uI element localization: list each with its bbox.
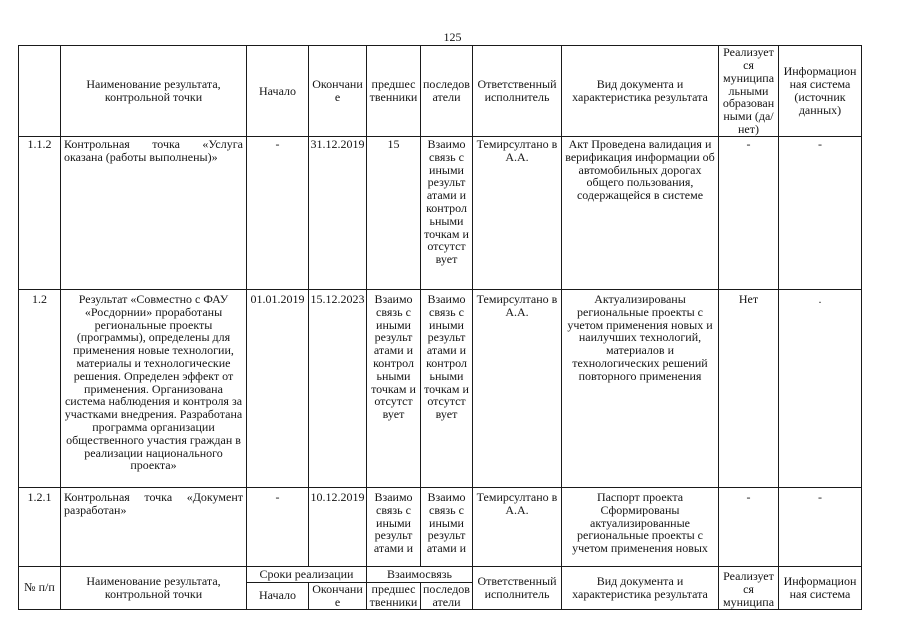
row-successors: Взаимо связь с иными результ атами и [421,488,473,567]
row-predecessors: Взаимо связь с иными результ атами и контрол ьными точкам и отсутст вует [367,290,421,488]
table-row [19,137,862,290]
repeat-header-predecessors-cell: предшес твенники [367,583,421,610]
header-municipal-cell: Реализует ся муниципа льными образован ными (да/нет) [719,46,779,137]
row-num: 1.1.2 [19,137,61,290]
repeat-header-document-cell: Вид документа и характеристика результата [562,567,719,610]
row-document: Актуализированы региональные проекты с учетом применения новых и наилучших технологий, материалов и технологических решений повторного применения [562,290,719,488]
repeat-header-row [19,567,862,583]
header-end-cell: Окончани е [309,46,367,137]
header-successors-cell: последов атели [421,46,473,137]
row-name-line: Контрольная точка «Услуга [64,137,243,151]
row-name-line: Контрольная точка «Документ [64,490,243,504]
results-table [18,45,862,610]
table-row [19,290,862,488]
row-name-line: разработан» [64,502,127,517]
table-row [19,488,862,567]
header-start-cell: Начало [247,46,309,137]
row-document: Акт Проведена валидация и верификация информации об автомобильных дорогах общего пользования, содержащейся в системе [562,137,719,290]
row-municipal: Нет [719,290,779,488]
row-predecessors: 15 [367,137,421,290]
row-executor: Темирсултано в А.А. [473,488,562,567]
row-municipal: - [719,137,779,290]
row-end: 15.12.2023 [309,290,367,488]
row-executor: Темирсултано в А.А. [473,137,562,290]
row-name-line: оказана (работы выполнены)» [64,149,218,164]
row-name [61,137,247,290]
repeat-header-link-cell: Взаимосвязь [367,567,473,583]
table-header-row [19,46,862,137]
repeat-header-start-cell: Начало [247,583,309,610]
row-executor: Темирсултано в А.А. [473,290,562,488]
header-document-cell: Вид документа и характеристика результата [562,46,719,137]
row-info-system: . [779,290,862,488]
row-info-system: - [779,137,862,290]
row-start: 01.01.2019 [247,290,309,488]
row-num: 1.2.1 [19,488,61,567]
repeat-header-successors-cell: последов атели [421,583,473,610]
row-info-system: - [779,488,862,567]
header-info-system-cell: Информацион ная система (источник данных) [779,46,862,137]
row-num: 1.2 [19,290,61,488]
header-predecessors-cell: предшес твенники [367,46,421,137]
row-successors: Взаимо связь с иными результ атами и контрол ьными точкам и отсутст вует [421,290,473,488]
row-end: 31.12.2019 [309,137,367,290]
row-name [61,488,247,567]
row-document: Паспорт проекта Сформированы актуализированные региональные проекты с учетом применения новых [562,488,719,567]
row-municipal: - [719,488,779,567]
repeat-header-end-cell: Окончани е [309,583,367,610]
repeat-header-municipal-cell: Реализует ся муниципа [719,567,779,610]
repeat-header-num-cell: № п/п [19,567,61,610]
row-successors: Взаимо связь с иными результ атами и контрол ьными точкам и отсутст вует [421,137,473,290]
row-end: 10.12.2019 [309,488,367,567]
repeat-header-name-cell: Наименование результата, контрольной точки [61,567,247,610]
row-name: Результат «Совместно с ФАУ «Росдорнии» проработаны региональные проекты (программы), определены для применения новые технологии, материалы и технологические решения. Определен эффект от применения. Организована система наблюдения и контроля за участками внедрения. Разработана программа организации общественного участия граждан в реализации национального проекта» [61,290,247,488]
row-predecessors: Взаимо связь с иными результ атами и [367,488,421,567]
row-start: - [247,137,309,290]
repeat-header-executor-cell: Ответственный исполнитель [473,567,562,610]
header-executor-cell: Ответственный исполнитель [473,46,562,137]
header-num-cell [19,46,61,137]
repeat-header-info-system-cell: Информацион ная система [779,567,862,610]
row-start: - [247,488,309,567]
repeat-header-period-cell: Сроки реализации [247,567,367,583]
header-name-cell: Наименование результата, контрольной точки [61,46,247,137]
page-number: 125 [443,30,462,44]
